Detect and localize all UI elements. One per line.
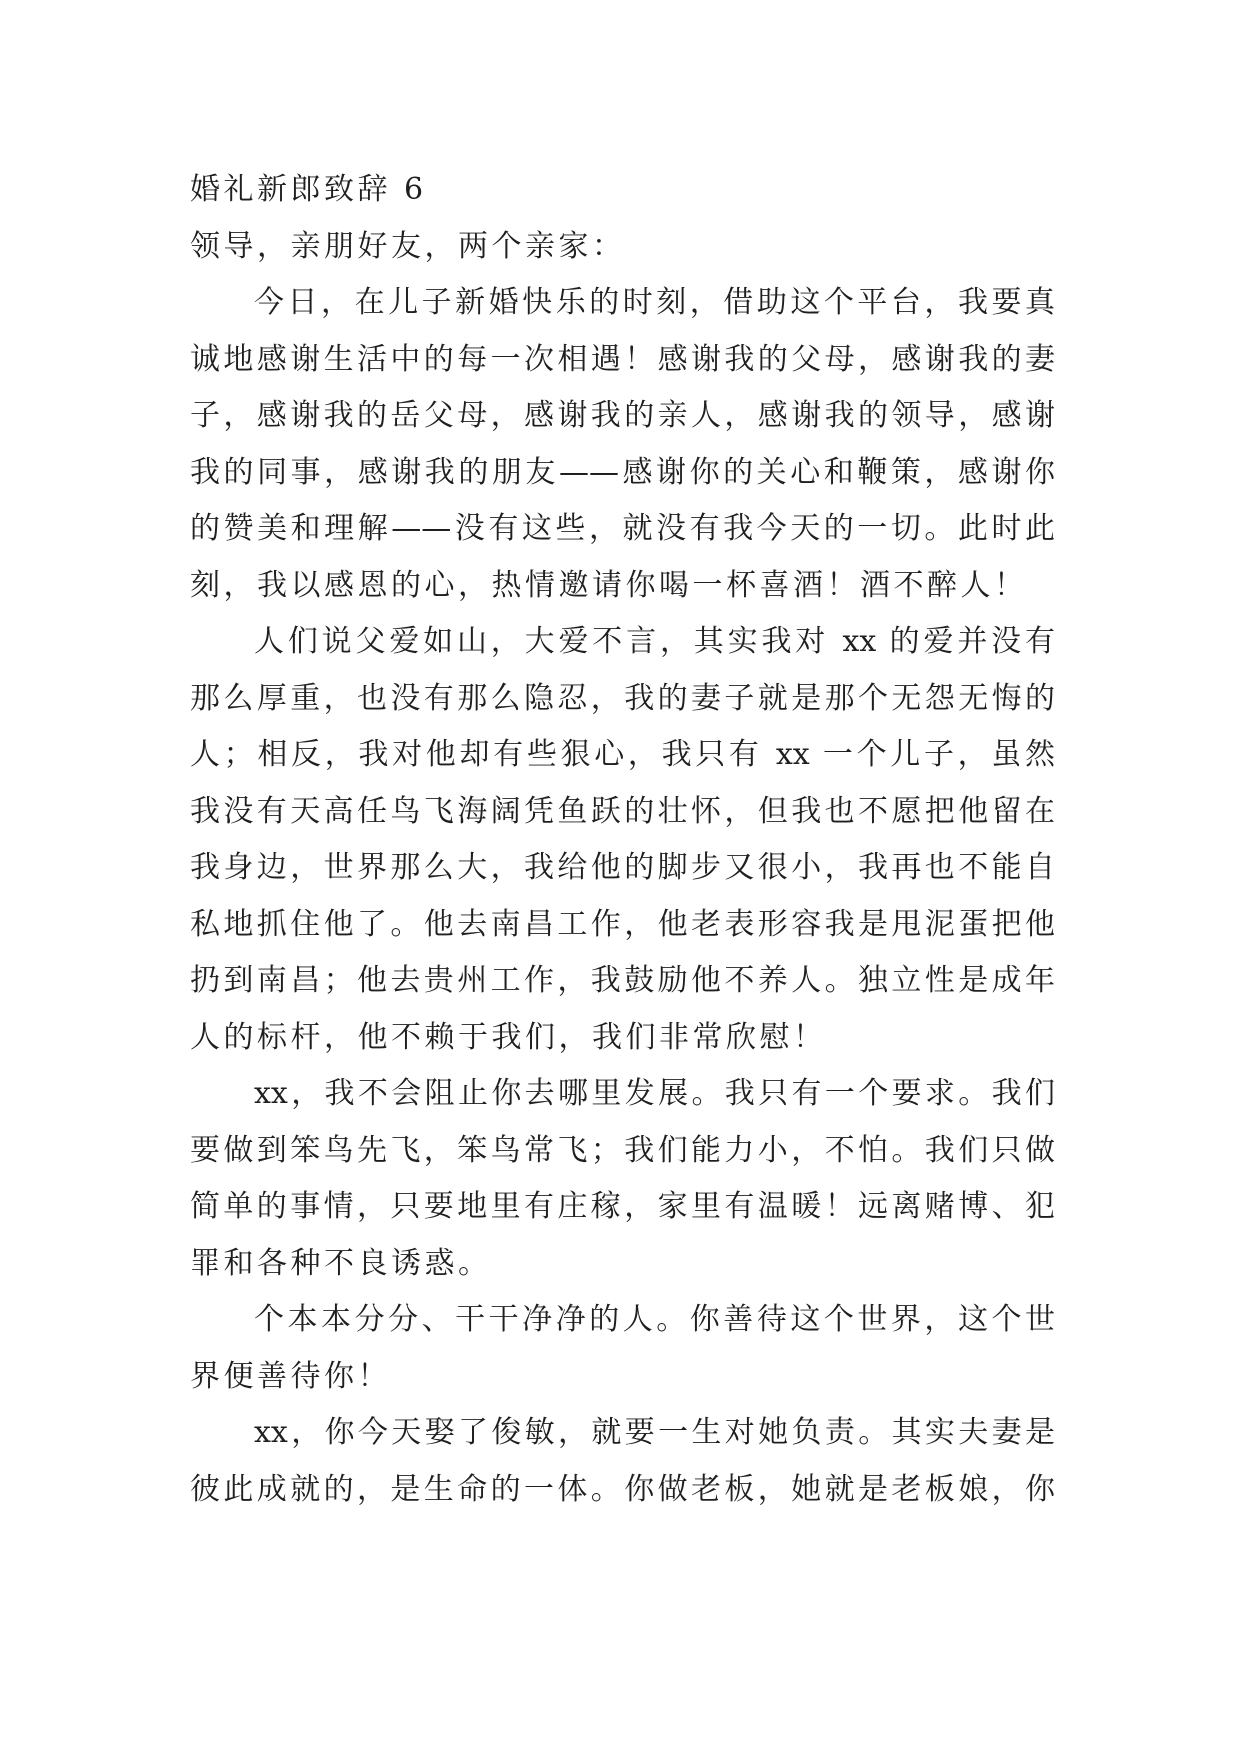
paragraph-line: 我身边，世界那么大，我给他的脚步又很小，我再也不能自 xyxy=(190,850,1055,885)
paragraph-line: 人的标杆，他不赖于我们，我们非常欣慰！ xyxy=(190,1019,827,1055)
paragraph-line: 罪和各种不良诱惑。 xyxy=(190,1245,492,1281)
paragraph-3 xyxy=(190,1066,1055,1292)
paragraph-line: 简单的事情，只要地里有庄稼，家里有温暖！远离赌博、犯 xyxy=(190,1189,1055,1224)
paragraph-2 xyxy=(190,614,1055,1066)
paragraph-line: 扔到南昌；他去贵州工作，我鼓励他不养人。独立性是成年 xyxy=(190,963,1055,998)
paragraph-line: 我的同事，感谢我的朋友——感谢你的关心和鞭策，感谢你 xyxy=(190,454,1055,490)
paragraph-line: 子，感谢我的岳父母，感谢我的亲人，感谢我的领导，感谢 xyxy=(190,398,1055,433)
paragraph-line: xx，你今天娶了俊敏，就要一生对她负责。其实夫妻是 xyxy=(254,1415,1055,1450)
paragraph-line: 个本本分分、干干净净的人。你善待这个世界，这个世 xyxy=(254,1302,1055,1337)
paragraph-line: 的赞美和理解——没有这些，就没有我今天的一切。此时此 xyxy=(190,511,1055,546)
paragraph-5 xyxy=(190,1405,1055,1518)
paragraph-4 xyxy=(190,1292,1055,1405)
paragraph-line: 界便善待你！ xyxy=(190,1358,391,1394)
document-title: 婚礼新郎致辞 6 xyxy=(190,172,427,207)
paragraph-line: 要做到笨鸟先飞，笨鸟常飞；我们能力小，不怕。我们只做 xyxy=(190,1132,1055,1168)
paragraph-line: 私地抓住他了。他去南昌工作，他老表形容我是甩泥蛋把他 xyxy=(190,906,1055,942)
paragraph-1 xyxy=(190,275,1055,614)
document-body xyxy=(190,162,1055,1518)
paragraph-line: 人；相反，我对他却有些狠心，我只有 xx 一个儿子，虽然 xyxy=(190,737,1055,772)
paragraph-line: 彼此成就的，是生命的一体。你做老板，她就是老板娘，你 xyxy=(190,1471,1055,1507)
salutation: 领导，亲朋好友，两个亲家： xyxy=(190,228,626,264)
paragraph-line: 今日，在儿子新婚快乐的时刻，借助这个平台，我要真 xyxy=(254,285,1055,320)
paragraph-line: 诚地感谢生活中的每一次相遇！感谢我的父母，感谢我的妻 xyxy=(190,341,1055,377)
paragraph-line: 那么厚重，也没有那么隐忍，我的妻子就是那个无怨无悔的 xyxy=(190,680,1055,716)
paragraph-line: 刻，我以感恩的心，热情邀请你喝一杯喜酒！酒不醉人！ xyxy=(190,567,1028,603)
paragraph-line: xx，我不会阻止你去哪里发展。我只有一个要求。我们 xyxy=(254,1076,1055,1111)
paragraph-line: 人们说父爱如山，大爱不言，其实我对 xx 的爱并没有 xyxy=(254,624,1055,659)
paragraph-line: 我没有天高任鸟飞海阔凭鱼跃的壮怀，但我也不愿把他留在 xyxy=(190,793,1055,829)
